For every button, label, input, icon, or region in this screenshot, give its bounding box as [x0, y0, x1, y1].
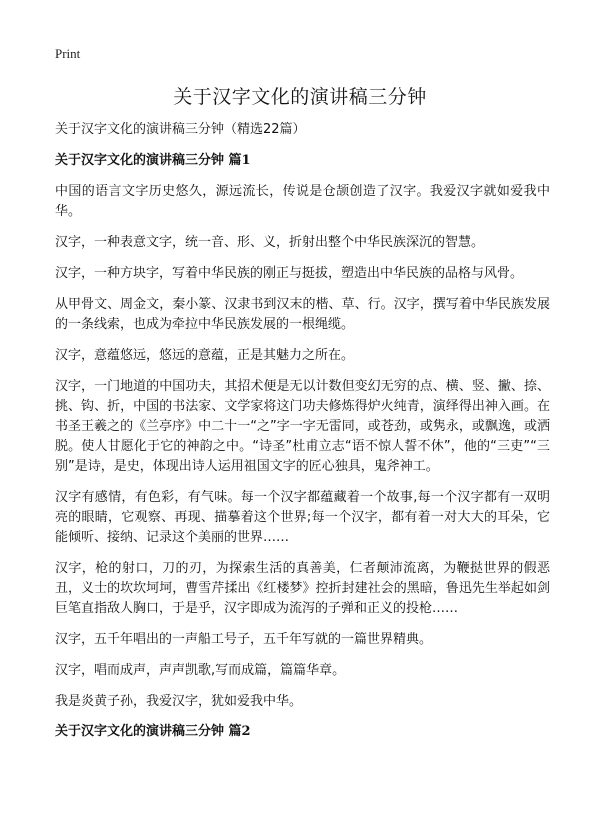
print-label: Print [55, 46, 81, 61]
paragraph: 汉字，一门地道的中国功夫，其招术便是无以计数但变幻无穷的点、横、竖、撇、捺、挑、钩、折，中国的书法家、文学家将这门功夫修炼得炉火纯青，演绎得出神入画。在书圣王羲之的《兰亭序》中二十一“之”字一字无雷同，或苍劲，或隽永，或飘逸，或洒脱。使人甘愿化于它的神韵之中。“诗圣”杜甫立志“语不惊人誓不休”，他的“三吏”“三别”是诗，是史，体现出诗人运用祖国文字的匠心独具，鬼斧神工。 [55, 379, 550, 474]
paragraph: 中国的语言文字历史悠久，源远流长，传说是仓颉创造了汉字。我爱汉字就如爱我中华。 [55, 184, 550, 219]
section-heading: 关于汉字文化的演讲稿三分钟 篇1 [55, 153, 251, 168]
paragraph: 汉字，意蕴悠远，悠远的意蕴，正是其魅力之所在。 [55, 348, 355, 363]
paragraph: 汉字，五千年唱出的一声船工号子，五千年写就的一篇世界精典。 [55, 632, 433, 647]
document-body [55, 121, 550, 753]
paragraph: 我是炎黄子孙，我爱汉字，犹如爱我中华。 [55, 694, 303, 709]
paragraph: 从甲骨文、周金文，秦小篆、汉隶书到汉末的楷、草、行。汉字，撰写着中华民族发展的一条线索，也成为牵拉中华民族发展的一根绳缆。 [55, 297, 550, 332]
document-subtitle: 关于汉字文化的演讲稿三分钟（精选22篇） [55, 122, 306, 137]
paragraph: 汉字有感情，有色彩，有气味。每一个汉字都蕴藏着一个故事,每一个汉字都有一双明亮的眼睛，它观察、再现、描摹着这个世界;每一个汉字，都有着一对大大的耳朵，它能倾听、接纳、记录这个美丽的世界…… [55, 490, 550, 545]
section-heading: 关于汉字文化的演讲稿三分钟 篇2 [55, 724, 251, 739]
document-title: 关于汉字文化的演讲稿三分钟 [173, 86, 427, 108]
paragraph: 汉字，一种表意文字，统一音、形、义，折射出整个中华民族深沉的智慧。 [55, 235, 485, 250]
paragraph: 汉字，枪的射口，刀的刃，为探索生活的真善美，仁者颠沛流离，为鞭挞世界的假恶丑，义士的坎坎坷坷，曹雪芹揉出《红楼梦》控折封建社会的黑暗，鲁迅先生举起如剑巨笔直指敌人胸口，于是乎，汉字即成为流泻的子弹和正义的投枪…… [55, 561, 550, 616]
paragraph: 汉字，一种方块字，写着中华民族的刚正与挺拔，塑造出中华民族的品格与风骨。 [55, 266, 524, 281]
paragraph: 汉字，唱而成声，声声凯歌,写而成篇，篇篇华章。 [55, 663, 346, 678]
